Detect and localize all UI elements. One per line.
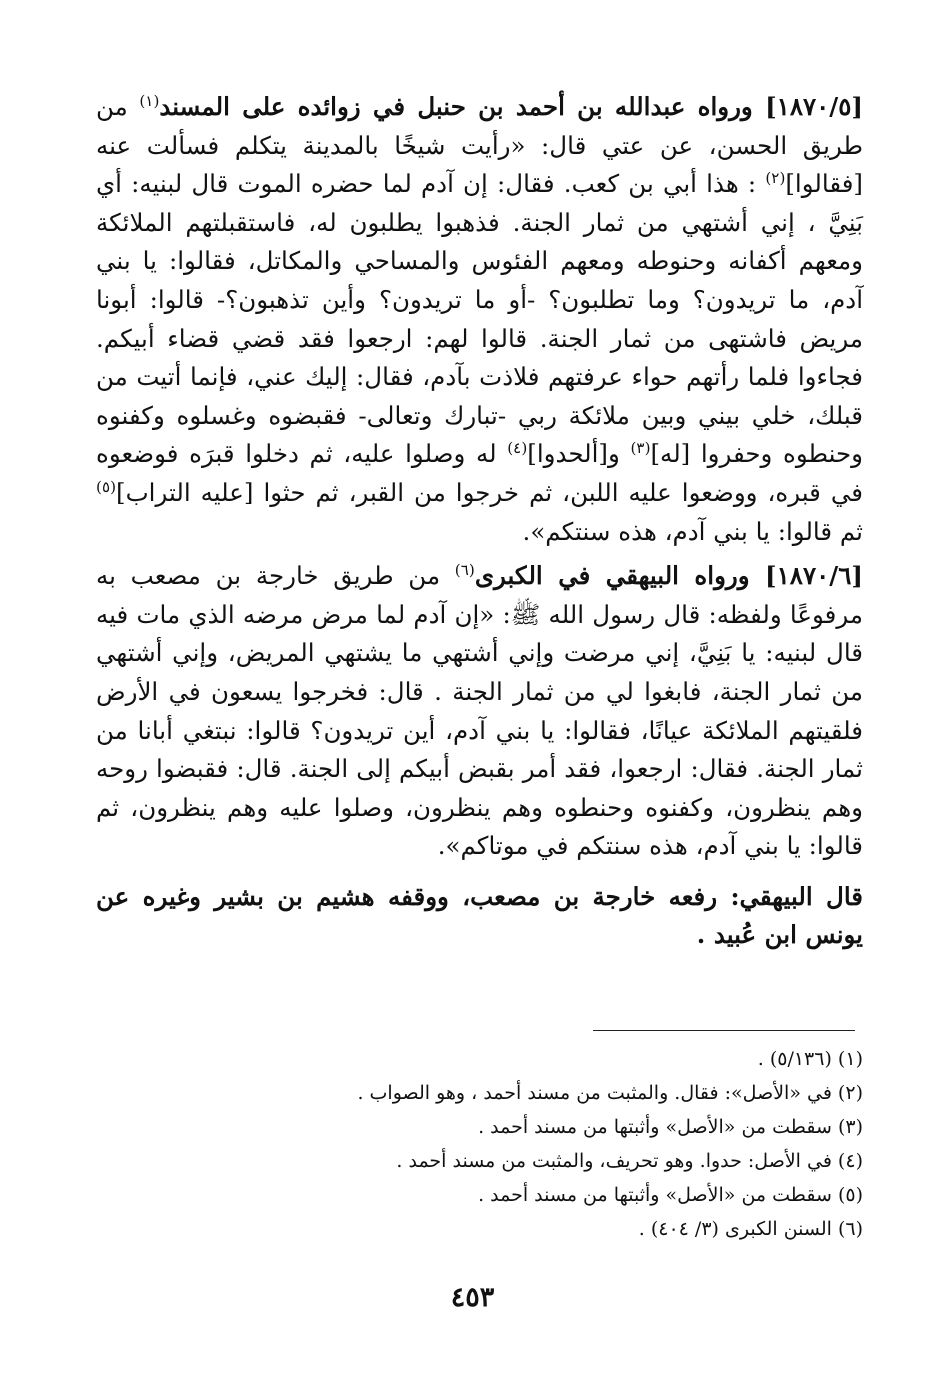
footnote-marker: (٢) bbox=[765, 169, 786, 188]
paragraph-lead: ورواه عبدالله بن أحمد بن حنبل في زوائده على المسند bbox=[159, 92, 766, 121]
footnote-marker: (٤) bbox=[507, 439, 528, 458]
footnote-item: (٥) سقطت من «الأصل» وأثبتها من مسند أحمد . bbox=[478, 1184, 863, 1206]
bayhaqi-comment bbox=[96, 878, 863, 955]
footnote-marker: (٣) bbox=[630, 439, 651, 458]
footnote-item: (٣) سقطت من «الأصل» وأثبتها من مسند أحمد . bbox=[478, 1116, 863, 1138]
footnote-item: (٢) في «الأصل»: فقال. والمثبت من مسند أحمد ، وهو الصواب . bbox=[357, 1082, 863, 1104]
footnote-marker: (٦) bbox=[454, 560, 475, 579]
hadith-paragraph-1870-6 bbox=[96, 557, 863, 866]
paragraph-text: : هذا أبي بن كعب. فقال: إن آدم لما حضره الموت قال لبنيه: أي بَنِيَّ ، إني أشتهي من ثمار الجنة. فذهبوا يطلبون له، فاستقبلتهم الملائكة ومعهم أكفانه وحنوطه ومعهم الفئوس والمساحي والمكاتل، فقالوا: يا بني آدم، ما تريدون؟ وما تطلبون؟ -أو ما تريدون؟ وأين تذهبون؟- قالوا: أبونا مريض فاشتهى من ثمار الجنة. قالوا لهم: ارجعوا فقد قضي قضاء أبيكم. فجاءوا فلما رأتهم حواء عرفتهم فلاذت بآدم، فقال: إليك عني، فإنما أتيت من قبلك، خلي بيني وبين ملائكة ربي -تبارك وتعالى- فقبضوه وغسلوه وكفنوه وحنطوه وحفروا [له] bbox=[96, 169, 864, 469]
hadith-paragraph-1870-5 bbox=[96, 88, 863, 551]
footnote-separator bbox=[593, 1030, 855, 1031]
paragraph-lead: ورواه البيهقي في الكبرى bbox=[474, 561, 766, 591]
paragraph-text: من طريق خارجة بن مصعب به مرفوعًا ولفظه: قال رسول الله ﷺ: «إن آدم لما مرض مرضه الذي مات فيه قال لبنيه: يا بَنِيَّ، إني مرضت وإني أشتهي ما يشتهي المريض، وإني أشتهي من ثمار الجنة، فابغوا لي من ثمار الجنة . قال: فخرجوا يسعون في الأرض فلقيتهم الملائكة عيانًا، فقالوا: يا بني آدم، أين تريدون؟ قالوا: نبتغي أبانا من ثمار الجنة. فقال: ارجعوا، فقد أمر بقبض أبيكم إلى الجنة. قال: فقبضوا روحه وهم ينظرون، وكفنوه وحنطوه وهم ينظرون، وصلوا عليه وهم ينظرون، ثم قالوا: يا بني آدم، هذه سنتكم في موتاكم». bbox=[96, 561, 863, 861]
footnote-item: (٦) السنن الكبرى (٣/ ٤٠٤) . bbox=[638, 1218, 863, 1240]
hadith-reference-number: [١٨٧٠/٥] bbox=[765, 92, 863, 121]
paragraph-text: له وصلوا عليه، ثم دخلوا قبرَه فوضعوه في قبره، ووضعوا عليه اللبن، ثم خرجوا من القبر، ثم حثوا [عليه التراب] bbox=[96, 439, 863, 507]
footnote-marker: (٥) bbox=[96, 477, 117, 496]
footnotes-list bbox=[163, 1042, 863, 1246]
paragraph-text: و[ألحدوا] bbox=[527, 439, 631, 469]
hadith-reference-number: [١٨٧٠/٦] bbox=[765, 561, 863, 591]
footnote-item: (٤) في الأصل: حدوا. وهو تحريف، والمثبت من مسند أحمد . bbox=[396, 1150, 863, 1172]
closing-text: قال البيهقي: رفعه خارجة بن مصعب، ووقفه هشيم بن بشير وغيره عن يونس ابن عُبيد . bbox=[96, 881, 863, 950]
paragraph-text: من طريق الحسن، عن عتي قال: «رأيت شيخًا بالمدينة يتكلم فسألت عنه [فقالوا] bbox=[96, 92, 863, 199]
footnote-marker: (١) bbox=[139, 91, 160, 110]
paragraph-text: ثم قالوا: يا بني آدم، هذه سنتكم». bbox=[522, 516, 863, 546]
page-number: ٤٥٣ bbox=[450, 1282, 495, 1313]
footnote-item: (١) (٥/١٣٦) . bbox=[757, 1048, 863, 1070]
